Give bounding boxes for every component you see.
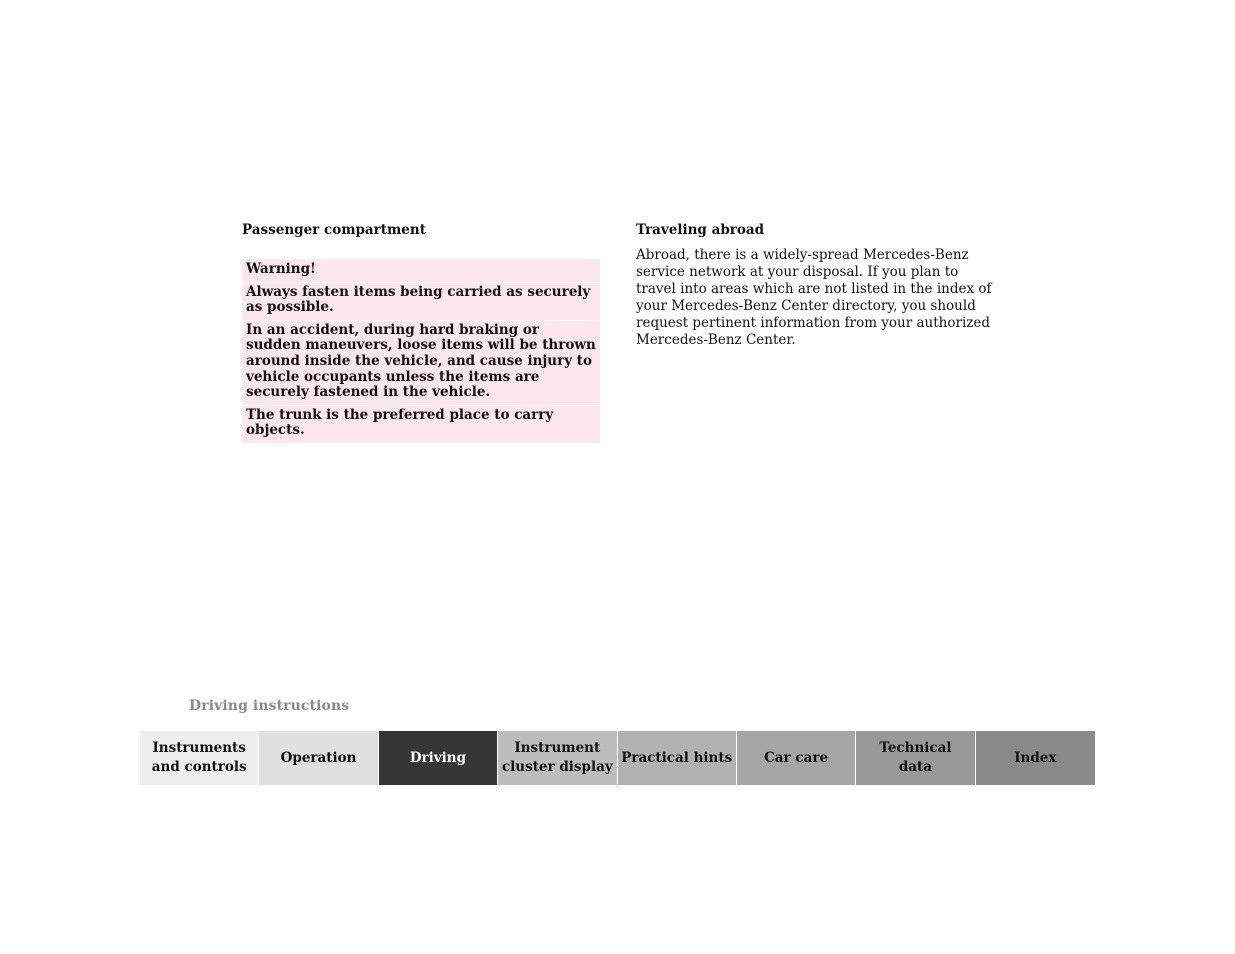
tab-technical-data[interactable]: Technical data bbox=[856, 731, 975, 785]
tab-car-care[interactable]: Car care bbox=[737, 731, 856, 785]
passenger-compartment-section bbox=[242, 221, 600, 443]
section-heading-traveling-abroad: Traveling abroad bbox=[636, 222, 765, 238]
warning-paragraph: In an accident, during hard braking or sudden maneuvers, loose items will be thrown around inside the vehicle, and cause injury to vehicle occupants unless the items are securely fastened in the vehicle. bbox=[242, 321, 600, 406]
tab-instrument-cluster-display[interactable]: Instrument cluster display bbox=[498, 731, 617, 785]
tab-index[interactable]: Index bbox=[976, 731, 1095, 785]
chapter-label: Driving instructions bbox=[189, 698, 350, 714]
tab-driving[interactable]: Driving bbox=[379, 731, 498, 785]
warning-box bbox=[242, 259, 600, 443]
warning-paragraph: The trunk is the preferred place to carry objects. bbox=[246, 406, 554, 439]
section-heading-passenger-compartment: Passenger compartment bbox=[242, 222, 426, 238]
warning-title: Warning! bbox=[242, 259, 600, 283]
chapter-navigation bbox=[140, 731, 1095, 785]
tab-practical-hints[interactable]: Practical hints bbox=[618, 731, 737, 785]
warning-paragraph: Always fasten items being carried as securely as possible. bbox=[242, 283, 600, 321]
body-paragraph: Abroad, there is a widely-spread Mercedes-Benz service network at your disposal. If you plan to travel into areas which are not listed in the index of your Mercedes-Benz Center directory, you should request pertinent information from your authorized Mercedes-Benz Center. bbox=[636, 247, 992, 348]
tab-instruments-and-controls[interactable]: Instruments and controls bbox=[140, 731, 259, 785]
traveling-abroad-section bbox=[636, 221, 996, 349]
tab-operation[interactable]: Operation bbox=[259, 731, 378, 785]
